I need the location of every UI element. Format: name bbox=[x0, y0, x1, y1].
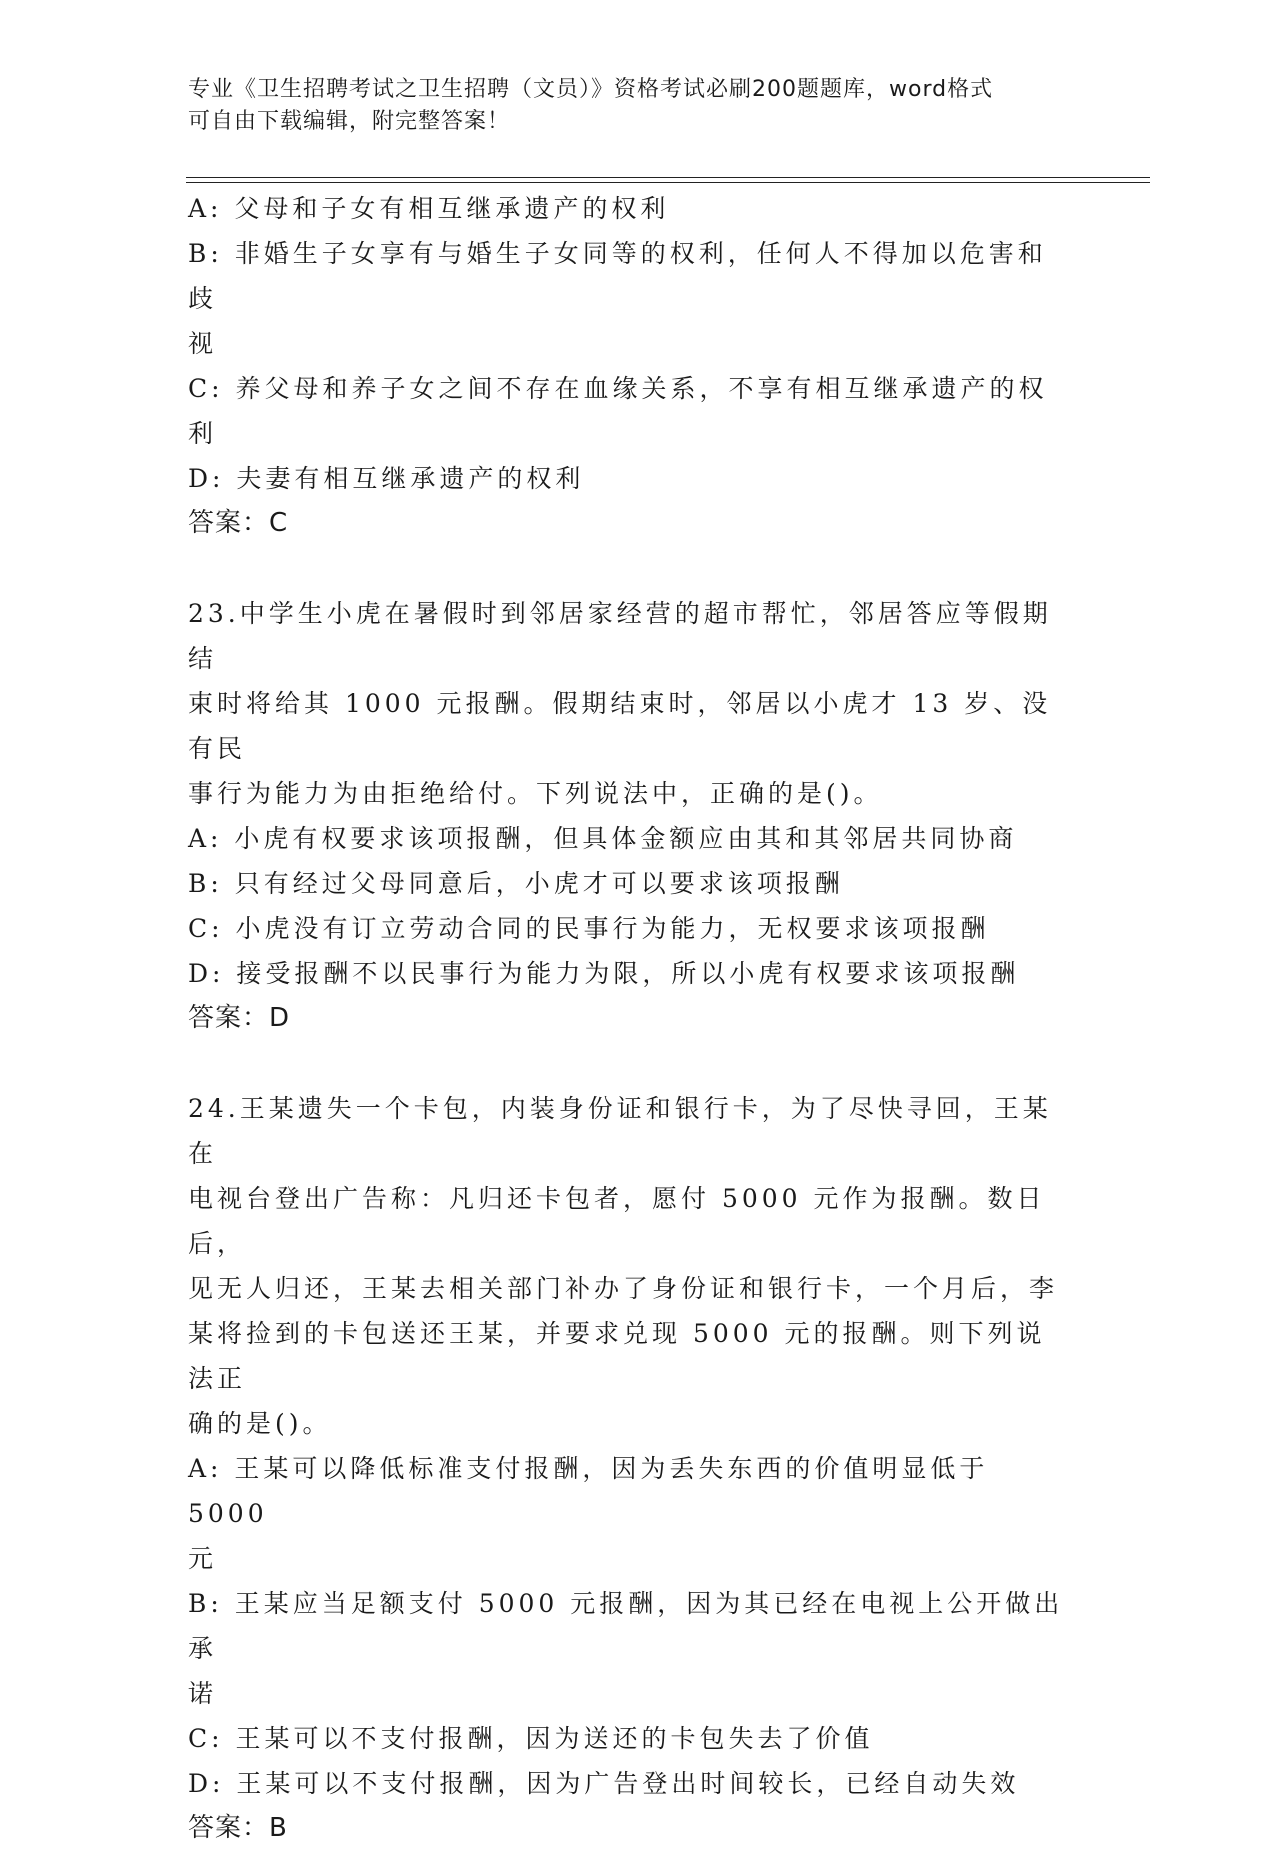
q24-option-b-line-2: 诺 bbox=[188, 1679, 218, 1708]
q24-option-c: C: 王某可以不支付报酬，因为送还的卡包失去了价值 bbox=[188, 1724, 874, 1753]
page-header bbox=[188, 74, 1068, 138]
q24-option-a-line-2: 元 bbox=[188, 1544, 218, 1573]
spacer bbox=[188, 1041, 1073, 1086]
q22-option-a: A: 父母和子女有相互继承遗产的权利 bbox=[188, 194, 670, 223]
q22-option-b-line-2: 视 bbox=[188, 329, 218, 358]
q22-answer: 答案：C bbox=[188, 508, 289, 538]
question-23 bbox=[188, 591, 1073, 1041]
q24-answer: 答案：B bbox=[188, 1813, 288, 1843]
header-title-line-2: 可自由下载编辑，附完整答案！ bbox=[188, 109, 511, 134]
question-22 bbox=[188, 186, 1073, 546]
q24-stem-line-3: 见无人归还，王某去相关部门补办了身份证和银行卡，一个月后，李 bbox=[188, 1274, 1059, 1303]
header-divider-double bbox=[186, 182, 1150, 183]
q24-stem-line-4: 某将捡到的卡包送还王某，并要求兑现 5000 元的报酬。则下列说法正 bbox=[188, 1319, 1046, 1393]
q23-stem-line-1: 23.中学生小虎在暑假时到邻居家经营的超市帮忙，邻居答应等假期结 bbox=[188, 599, 1052, 673]
q23-answer: 答案：D bbox=[188, 1003, 291, 1033]
q23-option-d: D: 接受报酬不以民事行为能力为限，所以小虎有权要求该项报酬 bbox=[188, 959, 1020, 988]
q24-stem-line-5: 确的是()。 bbox=[188, 1409, 332, 1438]
question-24 bbox=[188, 1086, 1073, 1851]
q24-stem-line-1: 24.王某遗失一个卡包，内装身份证和银行卡，为了尽快寻回，王某在 bbox=[188, 1094, 1052, 1168]
q24-option-d: D: 王某可以不支付报酬，因为广告登出时间较长，已经自动失效 bbox=[188, 1769, 1020, 1798]
q23-stem-line-3: 事行为能力为由拒绝给付。下列说法中，正确的是()。 bbox=[188, 779, 883, 808]
q22-option-c: C: 养父母和养子女之间不存在血缘关系，不享有相互继承遗产的权利 bbox=[188, 374, 1048, 448]
q23-option-b: B: 只有经过父母同意后，小虎才可以要求该项报酬 bbox=[188, 869, 844, 898]
q22-option-b-line-1: B: 非婚生子女享有与婚生子女同等的权利，任何人不得加以危害和歧 bbox=[188, 239, 1047, 313]
header-divider bbox=[186, 177, 1150, 178]
q24-stem-line-2: 电视台登出广告称：凡归还卡包者，愿付 5000 元作为报酬。数日后， bbox=[188, 1184, 1046, 1258]
q24-option-a-line-1: A: 王某可以降低标准支付报酬，因为丢失东西的价值明显低于 5000 bbox=[188, 1454, 989, 1528]
q24-option-b-line-1: B: 王某应当足额支付 5000 元报酬，因为其已经在电视上公开做出承 bbox=[188, 1589, 1064, 1663]
q22-option-d: D: 夫妻有相互继承遗产的权利 bbox=[188, 464, 585, 493]
document-body bbox=[188, 186, 1073, 1851]
q23-stem-line-2: 束时将给其 1000 元报酬。假期结束时，邻居以小虎才 13 岁、没有民 bbox=[188, 689, 1052, 763]
q23-option-a: A: 小虎有权要求该项报酬，但具体金额应由其和其邻居共同协商 bbox=[188, 824, 1018, 853]
header-title-line-1: 专业《卫生招聘考试之卫生招聘（文员）》资格考试必刷200题题库，word格式 bbox=[188, 77, 994, 102]
q23-option-c: C: 小虎没有订立劳动合同的民事行为能力，无权要求该项报酬 bbox=[188, 914, 990, 943]
spacer bbox=[188, 546, 1073, 591]
